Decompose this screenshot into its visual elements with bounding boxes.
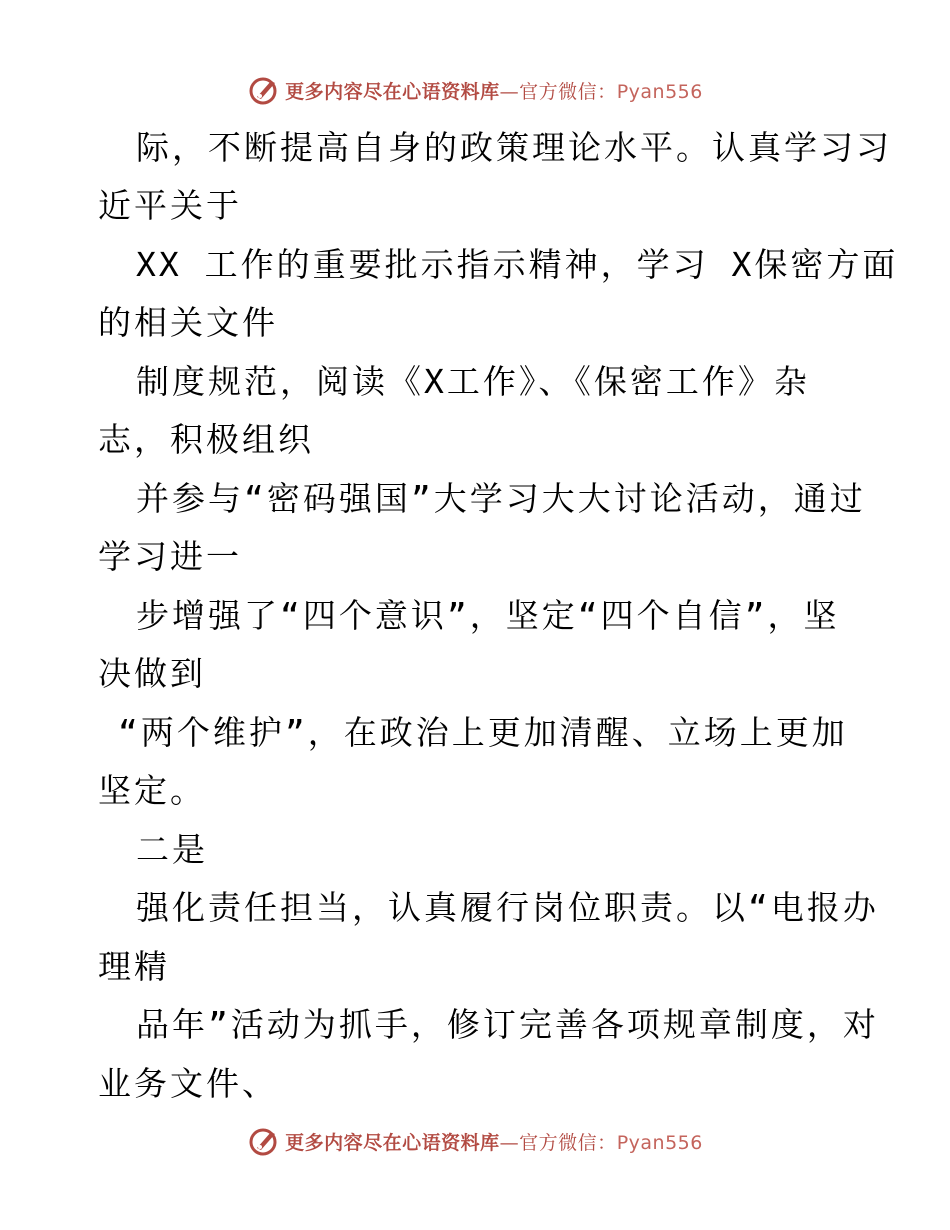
text-line: 步增强了“四个意识”，坚定“四个自信”，坚 [136, 596, 840, 635]
text-line: 学习进一 [98, 537, 242, 576]
text-line: 决做到 [98, 654, 206, 693]
text-line: 坚定。 [98, 771, 206, 810]
header-wechat-id: Pyan556 [616, 80, 703, 103]
footer-brand: 更多内容尽在心语资料库 [285, 1131, 500, 1154]
pen-nib-circle-icon [247, 1124, 281, 1158]
footer-separator: — [499, 1131, 520, 1154]
footer-wechat-id: Pyan556 [616, 1131, 703, 1154]
text-line: 二是 [136, 830, 208, 869]
header-brand: 更多内容尽在心语资料库 [285, 80, 500, 103]
footer-banner-text [285, 1128, 703, 1155]
text-line: 制度规范，阅读《X工作》、《保密工作》杂 [136, 362, 810, 401]
text-line: 强化责任担当，认真履行岗位职责。以“电报办 [136, 888, 879, 927]
text-line: XX 工作的重要批示指示精神，学习 X保密方面 [136, 245, 899, 284]
text-line: “两个维护”，在政治上更加清醒、立场上更加 [118, 713, 848, 752]
text-line: 近平关于 [98, 186, 242, 225]
footer-banner [0, 1121, 950, 1161]
header-separator: — [499, 80, 520, 103]
footer-official-label: 官方微信： [519, 1131, 617, 1154]
text-line: 并参与“密码强国”大学习大大讨论活动，通过 [136, 479, 866, 518]
text-line: 际，不断提高自身的政策理论水平。认真学习习 [136, 128, 892, 167]
text-line: 业务文件、 [98, 1064, 278, 1103]
header-official-label: 官方微信： [519, 80, 617, 103]
text-line: 志，积极组织 [98, 420, 314, 459]
text-line: 的相关文件 [98, 303, 278, 342]
text-line: 品年”活动为抓手，修订完善各项规章制度，对 [136, 1005, 879, 1044]
text-line: 理精 [98, 947, 170, 986]
